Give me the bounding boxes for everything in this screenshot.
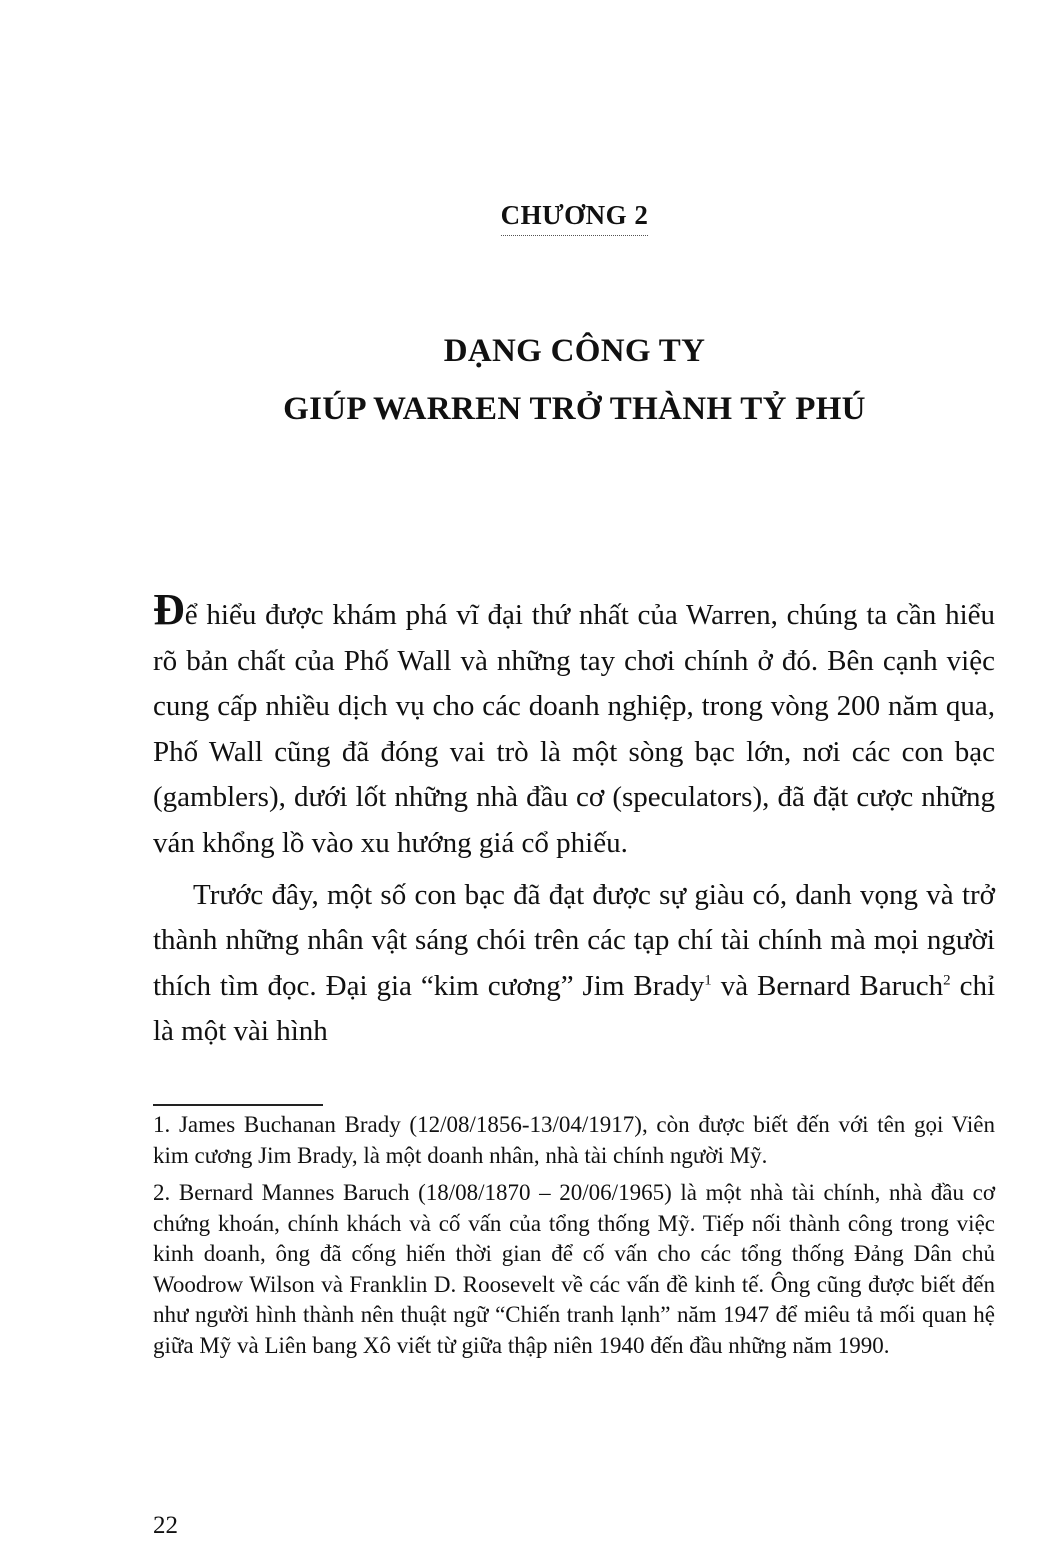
footnote-2: 2. Bernard Mannes Baruch (18/08/1870 – 20/06/1965) là một nhà tài chính, nhà đầu cơ chứng khoán, chính khách và cố vấn của tổng thống Mỹ. Tiếp nối thành công trong việc kinh doanh, ông đã cống hiến thời gian để cố vấn cho các tổng thống Đảng Dân chủ Woodrow Wilson và Franklin D. Roosevelt về các vấn đề kinh tế. Ông cũng được biết đến như người hình thành nên thuật ngữ “Chiến tranh lạnh” năm 1947 để miêu tả mối quan hệ giữa Mỹ và Liên bang Xô viết từ giữa thập niên 1940 đến đầu những năm 1990. [153, 1180, 995, 1358]
page-number: 22 [153, 1512, 178, 1539]
paragraph-2-text-a: Trước đây, một số con bạc đã đạt được sự giàu có, danh vọng và trở thành những nhân vật sáng chói trên các tạp chí tài chính mà mọi người thích tìm đọc. Đại gia “kim cương” Jim Brady [153, 878, 995, 1002]
footnotes [153, 1110, 995, 1361]
chapter-title-line-2: GIÚP WARREN TRỞ THÀNH TỶ PHÚ [283, 391, 866, 427]
chapter-title [0, 322, 1049, 438]
paragraph-2-text-c: chỉ là một vài hình [153, 969, 996, 1048]
drop-cap: Đ [153, 585, 185, 634]
paragraph-2 [153, 873, 995, 1055]
chapter-heading [0, 200, 1049, 236]
paragraph-1-text: ể hiểu được khám phá vĩ đại thứ nhất của Warren, chúng ta cần hiểu rõ bản chất của Phố Wall và những tay chơi chính ở đó. Bên cạnh việc cung cấp nhiều dịch vụ cho các doanh nghiệp, trong vòng 200 năm qua, Phố Wall cũng đã đóng vai trò là một sòng bạc lớn, nơi các con bạc (gamblers), dưới lốt những nhà đầu cơ (speculators), đã đặt cược những ván khổng lồ vào xu hướng giá cổ phiếu. [153, 599, 995, 859]
paragraph-2-text-b: và Bernard Baruch [711, 969, 944, 1002]
chapter-label: CHƯƠNG 2 [501, 200, 649, 236]
chapter-title-line-1: DẠNG CÔNG TY [443, 333, 706, 369]
footnote-1: 1. James Buchanan Brady (12/08/1856-13/04/1917), còn được biết đến với tên gọi Viên kim cương Jim Brady, là một doanh nhân, nhà tài chính người Mỹ. [153, 1112, 995, 1168]
footnote-ref-1: 1 [704, 972, 712, 989]
footnote-divider [153, 1104, 323, 1106]
paragraph-1 [153, 585, 995, 867]
footnote-ref-2: 2 [943, 972, 951, 989]
body-text [153, 585, 996, 1055]
